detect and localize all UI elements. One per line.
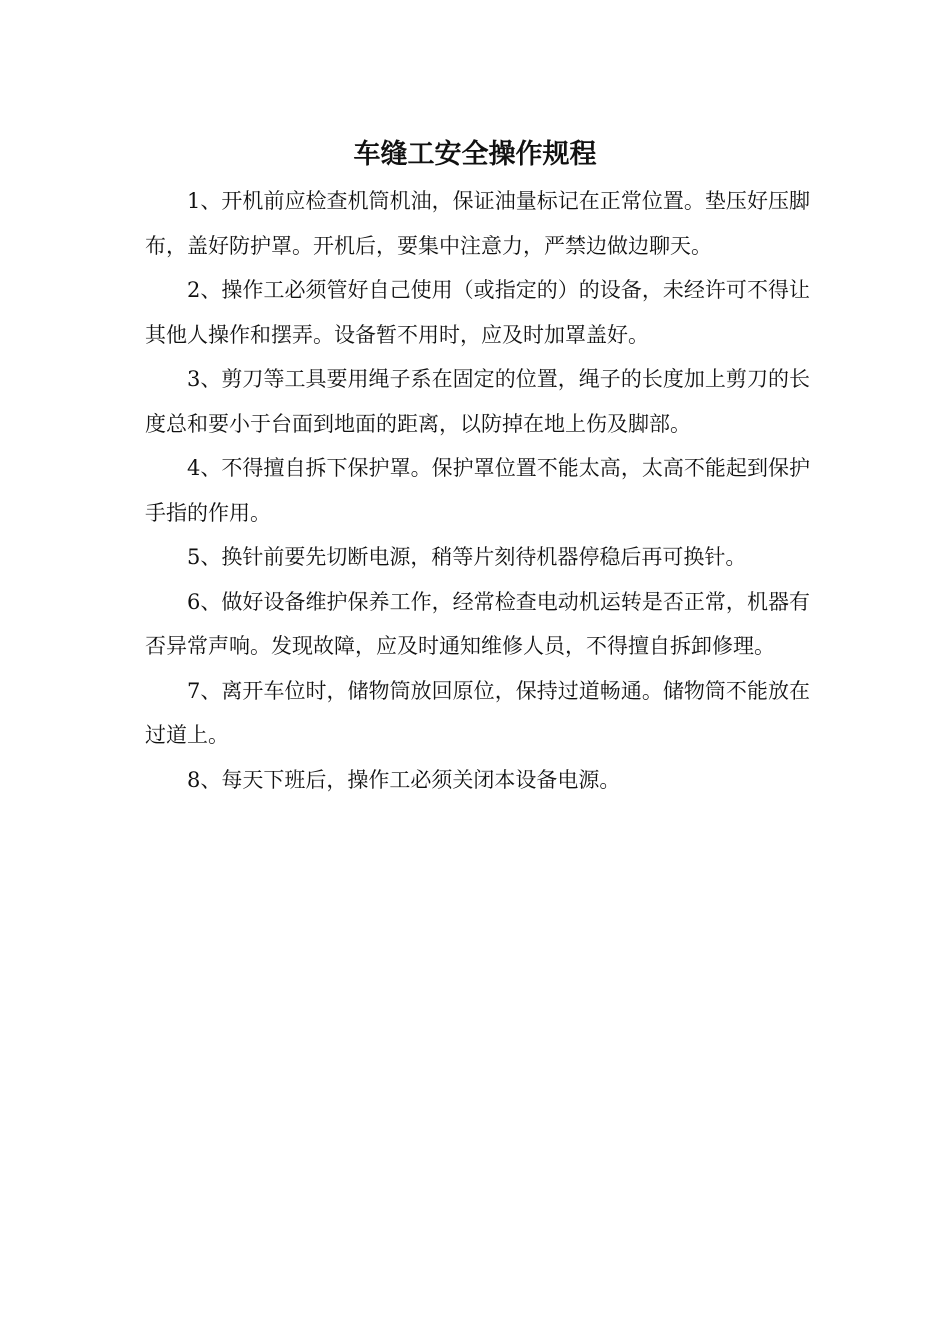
rule-paragraph-4: 4、不得擅自拆下保护罩。保护罩位置不能太高，太高不能起到保护手指的作用。 [145, 456, 810, 525]
rule-paragraph-6: 6、做好设备维护保养工作，经常检查电动机运转是否正常，机器有否异常声响。发现故障，应及时通知维修人员，不得擅自拆卸修理。 [145, 589, 810, 658]
page-title: 车缝工安全操作规程 [353, 139, 597, 170]
document-body [145, 179, 810, 802]
rule-paragraph-1: 1、开机前应检查机筒机油，保证油量标记在正常位置。垫压好压脚布，盖好防护罩。开机后，要集中注意力，严禁边做边聊天。 [145, 189, 810, 258]
rule-paragraph-2: 2、操作工必须管好自己使用（或指定的）的设备，未经许可不得让其他人操作和摆弄。设备暂不用时，应及时加罩盖好。 [145, 278, 810, 347]
rule-paragraph-7: 7、离开车位时，储物筒放回原位，保持过道畅通。储物筒不能放在过道上。 [145, 678, 810, 747]
rule-paragraph-8: 8、每天下班后，操作工必须关闭本设备电源。 [187, 767, 621, 792]
rule-paragraph-5: 5、换针前要先切断电源，稍等片刻待机器停稳后再可换针。 [187, 545, 747, 569]
rule-paragraph-3: 3、剪刀等工具要用绳子系在固定的位置，绳子的长度加上剪刀的长度总和要小于台面到地面的距离，以防掉在地上伤及脚部。 [145, 367, 810, 436]
